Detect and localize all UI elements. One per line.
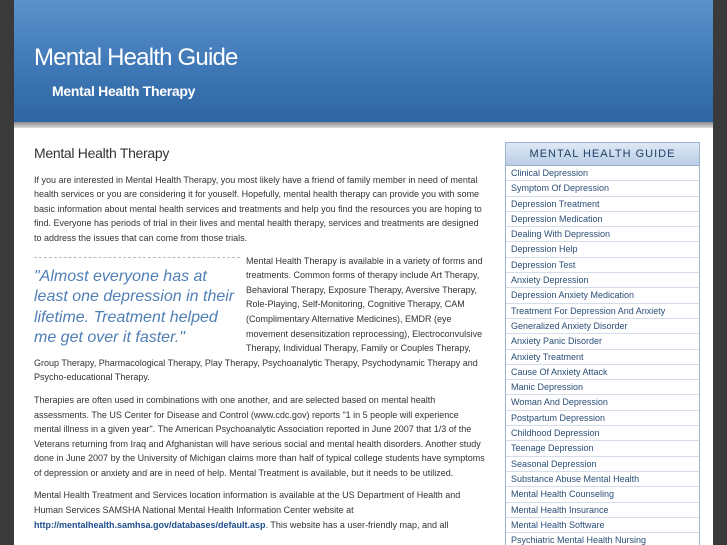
page-title: Mental Health Therapy (34, 145, 170, 161)
sidebar-item[interactable]: Depression Test (506, 258, 699, 273)
sidebar-item[interactable]: Psychiatric Mental Health Nursing (506, 533, 699, 545)
sidebar-item[interactable]: Postpartum Depression (506, 411, 699, 426)
sidebar-item[interactable]: Teenage Depression (506, 441, 699, 456)
sidebar-item[interactable]: Mental Health Insurance (506, 503, 699, 518)
site-subtitle: Mental Health Therapy (52, 83, 196, 99)
site-title[interactable]: Mental Health Guide (34, 44, 238, 71)
sidebar-item[interactable]: Depression Help (506, 242, 699, 257)
header-divider (14, 122, 713, 128)
sidebar-item[interactable]: Childhood Depression (506, 426, 699, 441)
sidebar-item[interactable]: Clinical Depression (506, 166, 699, 181)
sidebar-item[interactable]: Mental Health Software (506, 518, 699, 533)
sidebar-item[interactable]: Anxiety Depression (506, 273, 699, 288)
pull-quote: "Almost everyone has at least one depression in their lifetime. Treatment helped me get over it faster." (34, 257, 240, 349)
sidebar-item[interactable]: Dealing With Depression (506, 227, 699, 242)
sidebar-item[interactable]: Anxiety Treatment (506, 350, 699, 365)
sidebar-item[interactable]: Cause Of Anxiety Attack (506, 365, 699, 380)
location-text: Mental Health Treatment and Services location information is available at the US Department of Health and Human Services SAMSHA National Mental Health Information Center website at (34, 490, 461, 516)
site-header (14, 0, 713, 122)
sidebar-item[interactable]: Treatment For Depression And Anxiety (506, 304, 699, 319)
location-paragraph (34, 488, 486, 532)
location-after-text: . This website has a user-friendly map, and all (265, 519, 449, 530)
samhsa-link[interactable]: http://mentalhealth.samhsa.gov/databases/default.asp (34, 519, 266, 530)
sidebar-item[interactable]: Symptom Of Depression (506, 181, 699, 196)
sidebar-item[interactable]: Mental Health Counseling (506, 487, 699, 502)
sidebar-item[interactable]: Woman And Depression (506, 395, 699, 410)
forms-text: Mental Health Therapy is available in a variety of forms and treatments. Common forms of therapy include Art Therapy, Behavioral Therapy, Exposure Therapy, Aversive Therapy, Role-Playing, Self-Monitoring, Cognitive Therapy, CAM (Complimentary Alternative Medicines), EMDR (eye movement desensitization reprocessing), Electroconvulsive Therapy, Individual Therapy, Family or Couples Therapy, Group Therapy, Pharmacological Therapy, Play Therapy, Psychoanalytic Therapy, Psychodynamic Therapy and Psycho-educational Therapy. (34, 255, 483, 383)
sidebar-item[interactable]: Substance Abuse Mental Health (506, 472, 699, 487)
stats-paragraph: Therapies are often used in combinations with one another, and are selected based on mental health assessments. The US Center for Disease and Control (www.cdc.gov) reports "1 in 5 people will experience mental illness in a given year". The American Psychoanalytic Association reported in June 2007 that 1/3 of the Veterans returning from Iraq and Afghanistan will have serious social and mental health disorders. Another study done in June 2007 by the University of Michigan claims more than half of typical college students have symptoms of depression or anxiety and are in need of help. Mental Treatment is available, but it needs to be utilized. (34, 394, 485, 478)
sidebar (505, 142, 700, 545)
intro-paragraph: If you are interested in Mental Health Therapy, you most likely have a friend of family member in need of mental health services or you are considering it for youself. Hopefully, mental health therapy can provide you with some basic information about mental health services and treatments and help you find the resources you are hoping to find. Everyone has periods of trial in their lives and mental health therapy, services and treatments are designed to address the issues that can come from those trials. (34, 174, 482, 243)
sidebar-item[interactable]: Depression Medication (506, 212, 699, 227)
sidebar-nav (506, 166, 699, 545)
sidebar-item[interactable]: Depression Anxiety Medication (506, 288, 699, 303)
sidebar-item[interactable]: Generalized Anxiety Disorder (506, 319, 699, 334)
page (14, 0, 713, 545)
sidebar-item[interactable]: Anxiety Panic Disorder (506, 334, 699, 349)
sidebar-item[interactable]: Depression Treatment (506, 197, 699, 212)
main-content (34, 136, 486, 540)
sidebar-title: MENTAL HEALTH GUIDE (506, 143, 699, 166)
sidebar-item[interactable]: Seasonal Depression (506, 457, 699, 472)
forms-paragraph (34, 254, 486, 385)
sidebar-item[interactable]: Manic Depression (506, 380, 699, 395)
